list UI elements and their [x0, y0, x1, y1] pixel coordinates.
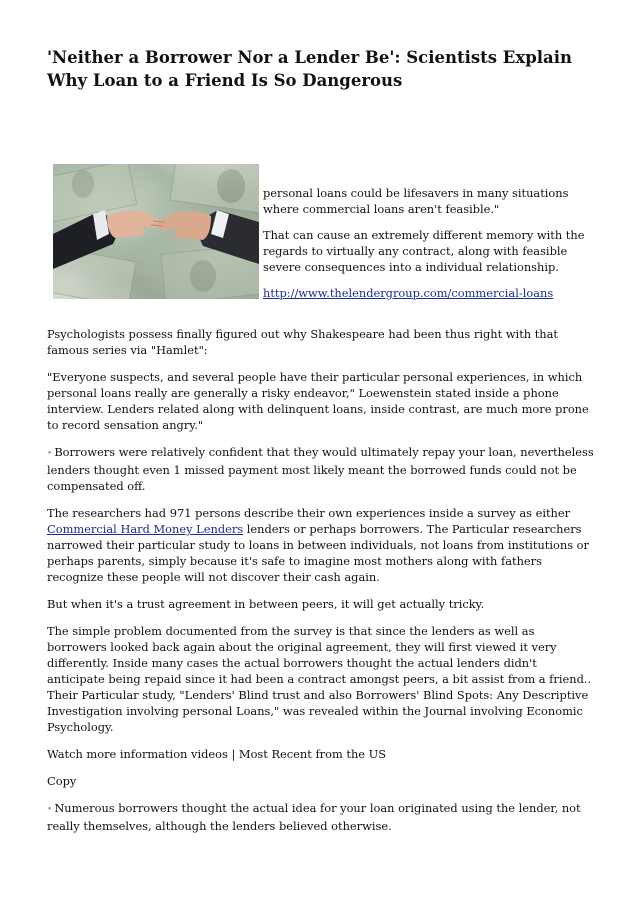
commercial-loans-link[interactable]: http://www.thelendergroup.com/commercial-loans — [263, 286, 554, 300]
paragraph-text: The researchers had 971 persons describe their own experiences inside a survey as either — [47, 506, 571, 520]
hard-money-lenders-link[interactable]: Commercial Hard Money Lenders — [47, 522, 244, 536]
body-paragraph: Psychologists possess finally figured out why Shakespeare had been thus right with that famous series via "Hamlet": — [47, 327, 559, 357]
body-paragraph: Watch more information videos | Most Recent from the US — [47, 747, 387, 761]
article-title: 'Neither a Borrower Nor a Lender Be': Scientists Explain Why Loan to a Friend Is So Dangerous — [47, 48, 572, 90]
body-paragraph: The simple problem documented from the survey is that since the lenders as well as borrowers looked back again about the original agreement, they will first viewed it very differently. Inside many cases the actual borrowers thought the actual lenders didn't anticipate being repaid since it had been a contract amongst peers, a bit assist from a friend.. Their Particular study, "Lenders' Blind trust and also Borrowers' Blind Spots: Any Descriptive Investigation involving personal Loans," was revealed within the Journal involving Economic Psychology. — [47, 624, 592, 734]
bullet-text: Numerous borrowers thought the actual idea for your loan originated using the lender, not really themselves, although the lenders believed otherwise. — [47, 801, 581, 833]
body-paragraph: Copy — [47, 774, 77, 788]
body-paragraph — [47, 505, 595, 585]
side-column — [263, 185, 593, 311]
handshake-over-money-icon — [53, 164, 259, 299]
body-paragraph: But when it's a trust agreement in between peers, it will get actually tricky. — [47, 597, 485, 611]
bullet-icon: • — [47, 449, 53, 459]
side-paragraph: That can cause an extremely different memory with the regards to virtually any contract, along with feasible severe consequences into a individual relationship. — [263, 228, 585, 274]
bullet-paragraph — [47, 444, 595, 494]
bullet-paragraph — [47, 800, 595, 834]
side-paragraph: personal loans could be lifesavers in many situations where commercial loans aren't feasible." — [263, 186, 569, 216]
paragraph-text: lenders or perhaps borrowers. The Particular researchers narrowed their particular study to loans in between individuals, not loans from institutions or perhaps parents, simply because it's safe to imagine most mothers along with fathers recognize these people will not discover their cash again. — [47, 522, 589, 584]
article-body — [47, 326, 595, 845]
side-link-paragraph — [263, 285, 593, 301]
bullet-text: Borrowers were relatively confident that they would ultimately repay your loan, nevertheless lenders thought even 1 missed payment most likely meant the borrowed funds could not be compensated off. — [47, 445, 594, 493]
body-paragraph: "Everyone suspects, and several people have their particular personal experiences, in which personal loans really are generally a risky endeavor," Loewenstein stated inside a phone interview. Lenders related along with delinquent loans, inside contrast, are much more prone to record sensation angry." — [47, 370, 589, 432]
bullet-icon: • — [47, 805, 53, 815]
